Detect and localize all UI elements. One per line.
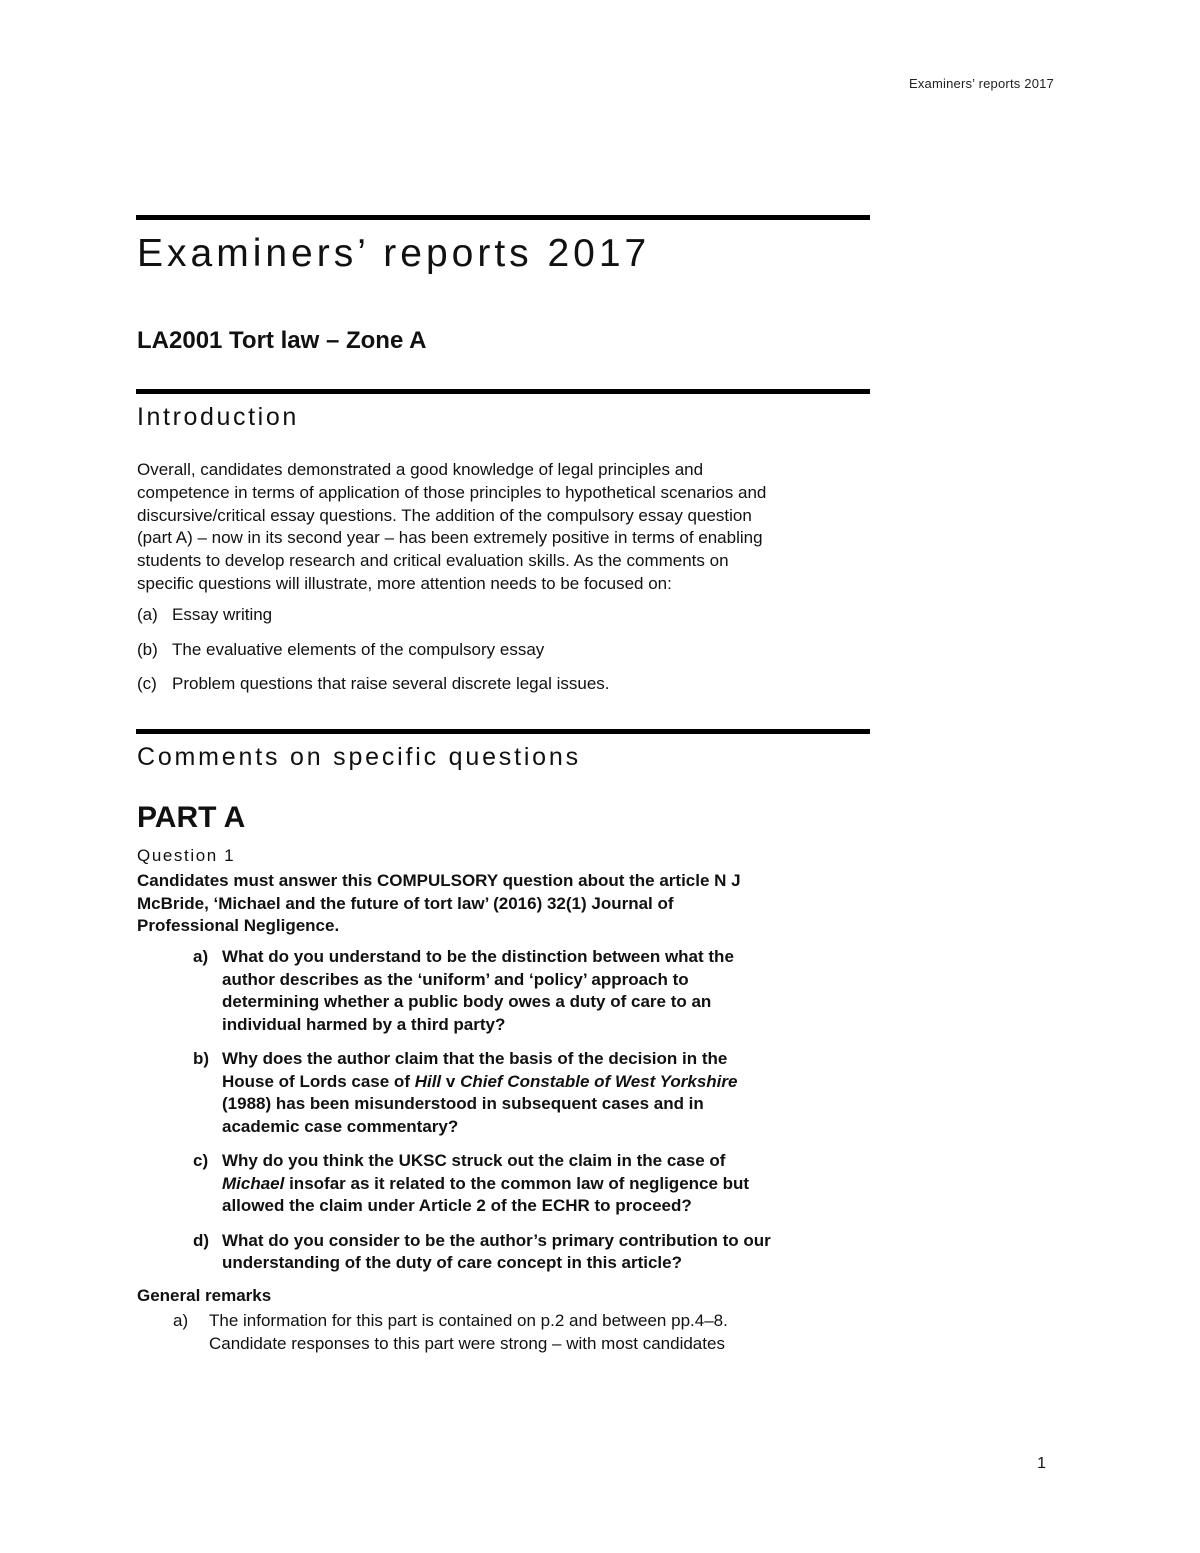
comments-heading: Comments on specific questions (137, 743, 581, 771)
intro-line: students to develop research and critical evaluation skills. As the comments on (137, 551, 729, 571)
comments-rule (136, 729, 870, 734)
case-name-chief-constable: Chief Constable of West Yorkshire (460, 1071, 738, 1091)
introduction-list (137, 605, 610, 709)
list-item (137, 674, 610, 709)
sub-question-text (222, 1230, 862, 1275)
text-line: Why does the author claim that the basis of the decision in the (222, 1049, 728, 1068)
intro-line: specific questions will illustrate, more attention needs to be focused on: (137, 573, 672, 593)
question-label: Question 1 (137, 846, 236, 865)
sub-question-marker: c) (193, 1151, 209, 1170)
sub-question-marker: b) (193, 1049, 210, 1068)
sub-question-marker: a) (193, 947, 209, 966)
sub-question-a (137, 946, 877, 1036)
list-text: Problem questions that raise several discrete legal issues. (172, 674, 610, 693)
sub-question-text (222, 1048, 862, 1138)
sub-question-text (222, 1150, 862, 1218)
text-line: determining whether a public body owes a duty of care to an (222, 992, 712, 1011)
case-name-michael: Michael (222, 1173, 285, 1193)
document-title: Examiners’ reports 2017 (137, 232, 651, 275)
text-line: The information for this part is contained on p.2 and between pp.4–8. (209, 1311, 728, 1330)
case-name-hill: Hill (414, 1071, 442, 1091)
remark-text (209, 1310, 849, 1355)
text-line: insofar as it related to the common law of negligence but (284, 1173, 750, 1193)
sub-question-c (137, 1150, 877, 1218)
text-line: What do you understand to be the distinction between what the (222, 947, 734, 966)
list-item (137, 605, 610, 640)
list-text: Essay writing (172, 605, 273, 624)
list-item (137, 640, 610, 675)
list-marker: (a) (137, 605, 158, 624)
list-marker: (c) (137, 674, 157, 693)
general-remarks-list (137, 1310, 849, 1355)
instruction-line: Candidates must answer this COMPULSORY question about the article N J (137, 871, 741, 890)
sub-question-text (222, 946, 862, 1036)
document-subtitle: LA2001 Tort law – Zone A (137, 327, 427, 354)
intro-line: competence in terms of application of those principles to hypothetical scenarios and (137, 482, 767, 502)
general-remarks-heading: General remarks (137, 1286, 272, 1305)
list-text: The evaluative elements of the compulsory essay (172, 639, 545, 659)
top-rule (136, 215, 870, 220)
text-line: Candidate responses to this part were strong – with most candidates (209, 1333, 725, 1353)
text-line: What do you consider to be the author’s primary contribution to our (222, 1230, 771, 1250)
text-line: academic case commentary? (222, 1116, 459, 1136)
text-line: (1988) has been misunderstood in subsequent cases and in (222, 1094, 704, 1113)
sub-question-d (137, 1230, 877, 1275)
running-header: Examiners’ reports 2017 (908, 76, 1054, 91)
text-line: House of Lords case of (222, 1071, 415, 1091)
instruction-line: Professional Negligence. (137, 916, 340, 935)
sub-question-marker: d) (193, 1230, 210, 1250)
part-heading: PART A (137, 801, 246, 834)
remark-marker: a) (173, 1311, 189, 1330)
remark-item (137, 1310, 849, 1355)
text-line: Why do you think the UKSC struck out the claim in the case of (222, 1151, 726, 1170)
text-line: understanding of the duty of care concept in this article? (222, 1253, 682, 1272)
intro-line: discursive/critical essay questions. The addition of the compulsory essay question (137, 505, 752, 525)
introduction-rule (136, 389, 870, 394)
instruction-line: McBride, ‘Michael and the future of tort law’ (2016) 32(1) Journal of (137, 893, 674, 913)
page-number: 1 (1037, 1455, 1046, 1472)
introduction-paragraph (137, 459, 877, 596)
question-instruction (137, 870, 877, 938)
list-marker: (b) (137, 639, 158, 659)
intro-line: Overall, candidates demonstrated a good knowledge of legal principles and (137, 460, 704, 479)
sub-question-list (137, 946, 877, 1287)
versus: v (441, 1071, 461, 1091)
text-line: author describes as the ‘uniform’ and ‘policy’ approach to (222, 969, 689, 989)
text-line: individual harmed by a third party? (222, 1014, 506, 1034)
sub-question-b (137, 1048, 877, 1138)
introduction-heading: Introduction (137, 403, 299, 431)
intro-line: (part A) – now in its second year – has been extremely positive in terms of enabling (137, 528, 763, 548)
text-line: allowed the claim under Article 2 of the ECHR to proceed? (222, 1196, 692, 1215)
